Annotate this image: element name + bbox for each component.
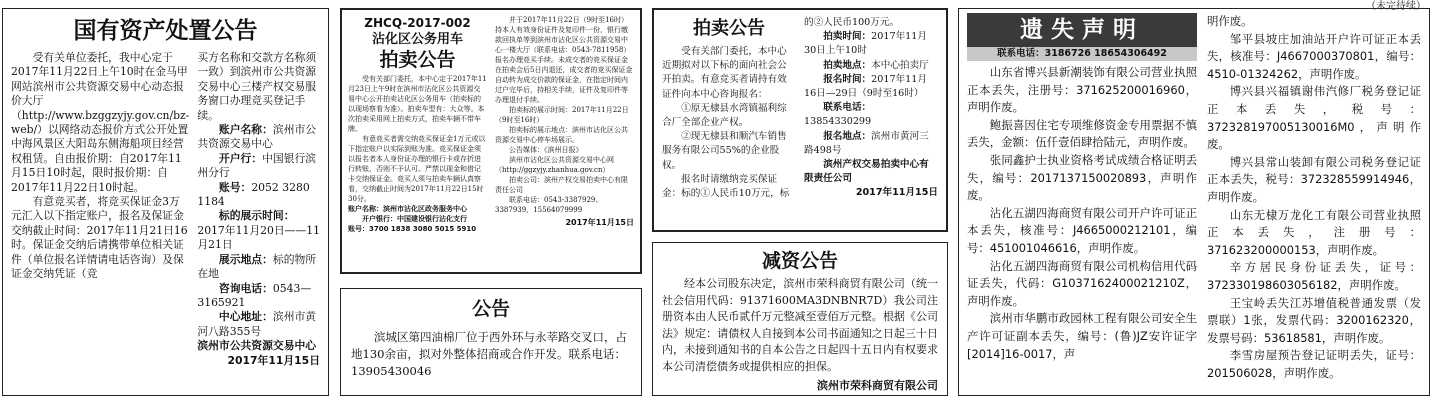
land-notice <box>340 288 642 396</box>
vehicle-account-name: 账户名称：滨州市沾化区政务服务中心 <box>348 205 467 213</box>
capital-notice-body: 经本公司股东决定，滨州市荣科商贸有限公司（统一社会信用代码：91371600MA3DNBNR7D）我公司注册资本由人民币贰仟万元整减至壹佰万元整。根据《公司法》规定：请债权人自接到本公司书面通知之日起三十日内，未接到通知书的自本公告之日起四十五日内有权要求本公司清偿债务或提供相应的担保。 <box>662 277 938 373</box>
label: 拍卖时间： <box>823 31 872 43</box>
equity-auction-time <box>804 30 938 58</box>
equity-registration-place <box>804 130 938 158</box>
vehicle-paragraph: 并于2017年11月22日（9时至16时）持本人有效身份证件及复印件一份，银行缴款回执单等到滨州市沾化区公共资源交易中心一楼大厅（联系电话：0543-7811958）报名办理竞买手续。未成交者的竞买保证金在拍卖会后5日内退还，成交者的竞买保证金自动转为成交价款的保证金，在指定时间内过户完毕后，持相关手续，证件及复印件等办理退付手续。 <box>495 16 633 104</box>
label: 中心地址： <box>218 310 273 324</box>
vehicle-date: 2017年11月15日 <box>565 218 634 227</box>
loss-columns <box>967 13 1421 391</box>
equity-notice-body <box>662 16 938 201</box>
equity-notice-title: 拍卖公告 <box>693 18 765 39</box>
asset-signer: 滨州市公共资源交易中心 <box>197 339 317 353</box>
equity-item: ①原无棣县水湾镇福利综合厂全部企业产权。 <box>662 102 787 129</box>
asset-buyer-note: 买方名称和交款方名称须一致）到滨州市公共资源交易中心三楼产权交易服务窗口办理竞买登记手续。 <box>197 51 317 122</box>
loss-contact: 联系电话：3186726 18654306492 <box>967 47 1197 61</box>
capital-signer: 滨州市荣科商贸有限公司 <box>817 379 938 392</box>
value: 滨州市黄河八路355号 <box>197 310 317 338</box>
asset-display-period <box>197 209 320 252</box>
loss-title: 遗失声明 <box>967 13 1197 47</box>
equity-paragraph: 受有关部门委托，本中心近期拟对以下标的面向社会公开拍卖。有意竞买者请持有效证件向本中心咨询报名： <box>662 46 787 100</box>
equity-auction-place <box>804 59 938 73</box>
asset-paragraph: 有意竞买者，将竞买保证金3万元汇入以下指定账户，报名及保证金交纳截止时间：2017年11月21日16时。保证金交纳后请携带单位相关证件（单位报名详情请电话咨询）及保证金交纳凭证（竞 <box>11 195 188 281</box>
vehicle-display-time: 拍卖标的展示时间：2017年11月22日（9时至16时） <box>495 106 629 124</box>
label: 咨询电话： <box>218 281 273 295</box>
asset-date: 2017年11月15日 <box>227 353 320 367</box>
label: 账户名称： <box>218 123 273 137</box>
equity-date: 2017年11月15日 <box>855 187 938 199</box>
asset-bank <box>197 152 320 181</box>
asset-disposal-notice <box>2 8 329 396</box>
value: 2017年11月20日——11月21日 <box>197 223 321 252</box>
equity-registration-time <box>804 73 938 101</box>
value: 滨州市黄河三路498号 <box>804 130 929 156</box>
vehicle-auction-company: 拍卖公司：滨州产权交易拍卖中心有限责任公司 <box>495 176 628 194</box>
value: 标的物所在地 <box>197 252 317 281</box>
loss-item: 辛方居民身份证丢失，证号：372330198603056182，声明作废。 <box>1207 260 1421 292</box>
value: 2052 3280 1184 <box>197 180 310 209</box>
loss-column-2 <box>1207 13 1421 391</box>
equity-deposit-cont: 的②人民币100万元。 <box>804 17 900 28</box>
loss-item: 博兴县兴福镇谢伟汽修厂税务登记证正本丢失，税号：372328197005130016M0，声明作废。 <box>1207 84 1421 152</box>
equity-signer: 滨州产权交易拍卖中心有限责任公司 <box>804 159 929 185</box>
vehicle-auction-notice <box>340 8 642 274</box>
loss-item: 邹平县坡庄加油站开户许可证正本丢失，核准号：J4667000370801，编号：4510-01324262，声明作废。 <box>1207 31 1421 81</box>
vehicle-paragraph: 受有关部门委托，本中心定于2017年11月23日上午9时在滨州市沾化区公共资源交易中心公开拍卖沾化区公务用车（拍卖标的以现场察看为准）。拍卖车型有：大众等。本次拍卖采用网上拍卖方式，拍卖车辆不带车牌。 <box>348 75 487 133</box>
loss-item: 李雪房屋预告登记证明丢失，证号：201506028，声明作废。 <box>1207 348 1421 380</box>
vehicle-bank: 开户银行：中国建设银行沾化支行 <box>362 215 467 223</box>
loss-item: 博兴县常山装卸有限公司税务登记证正本丢失，税号：372328559914946，声明作废。 <box>1207 154 1421 204</box>
loss-item-continued: 明作废。 <box>1207 14 1253 28</box>
label: 拍卖地点： <box>823 59 872 71</box>
value: 2017年11月30日上午10时 <box>804 31 927 57</box>
value: 本中心拍卖厅 <box>871 59 929 71</box>
vehicle-paragraph: 有意竞买者需交纳竞买保证金1万元或以下指定账户以实际到账为准。竞买保证金须以报名者本人身份证办理的银行卡或存折进行转账，否则不予认可。严禁以现金和借记卡交纳保证金。竞买人须与拍卖车辆认真察看，交纳截止时间为2017年11月22日15时30分。 <box>348 135 486 203</box>
label: 展示地点： <box>218 252 273 266</box>
loss-column-1 <box>967 13 1197 391</box>
label: 标的展示时间： <box>218 209 295 223</box>
asset-address <box>197 310 320 339</box>
land-notice-body: 滨城区第四油棉厂位于西外环与永莘路交叉口，占地130余亩，拟对外整体招商或合作开发。联系电话：13905430046 <box>351 330 627 378</box>
asset-account-name <box>197 123 320 152</box>
asset-paragraph: 受有关单位委托，我中心定于2017年11月22日上午10时在金马甲网站滨州市公共资源交易中心动态报价大厅（http://www.bzggzyjy.gov.cn/bz-web/）以网络动态报价方式公开处置中海风景区大阳岛东侧海船项目经营权租赁。自由报价期：自2017年11月15日10时起，限时报价期：自2017年11月22日10时起。 <box>11 51 190 194</box>
loss-item: 沾化五湖四海商贸有限公司开户许可证正本丢失，核准号：J4665000212101，编号：451001046616，声明作废。 <box>967 205 1197 255</box>
loss-item: 王宝岭丢失江苏增值税普通发票（发票联）1张，发票代码：3200162320，发票号码：53618581，声明作废。 <box>1207 295 1421 345</box>
asset-phone <box>197 282 320 311</box>
capital-reduction-notice <box>652 242 948 396</box>
vehicle-notice-body <box>348 15 634 234</box>
vehicle-display-place: 拍卖标的展示地点：滨州市沾化区公共资源交易中心停车场展示。 <box>495 126 628 144</box>
equity-item: ②现无棣县和顺汽车销售服务有限公司55%的企业股权。 <box>662 131 787 171</box>
equity-paragraph: 报名时请缴纳竞买保证金：标的①人民币10万元，标 <box>662 173 790 200</box>
label: 开户行： <box>218 151 263 165</box>
loss-item: 山东省博兴县新潮装饰有限公司营业执照正本丢失，注册号：371625200016960，声明作废。 <box>967 65 1197 115</box>
value: 滨州市公共资源交易中心 <box>197 123 317 151</box>
land-notice-title: 公告 <box>471 298 510 320</box>
label: 报名时间： <box>823 73 872 85</box>
label: 账号： <box>218 180 252 194</box>
value: 2017年11月16日—29日（9时至16时） <box>804 73 927 100</box>
value: 13854330299 <box>804 116 872 128</box>
asset-display-place <box>197 253 320 282</box>
vehicle-media: 公告媒体：《滨州日报》 <box>509 146 583 154</box>
asset-notice-title: 国有资产处置公告 <box>73 18 258 44</box>
loss-declarations <box>958 8 1430 396</box>
asset-notice-body <box>11 51 320 368</box>
label: 报名地点： <box>823 130 872 142</box>
loss-item: 山东无棣万龙化工有限公司营业执照正本丢失，注册号：371623200000153，声明作废。 <box>1207 207 1421 257</box>
vehicle-notice-code: ZHCQ-2017-002 <box>364 16 471 30</box>
vehicle-phone: 联系电话：0543-3387929、3387939、15564079999 <box>495 196 603 214</box>
vehicle-account-number: 账号：3700 1838 3080 5015 5910 <box>348 225 477 233</box>
equity-phone <box>804 101 938 129</box>
vehicle-notice-subtitle: 沾化区公务用车 <box>371 32 463 47</box>
value: 中国银行滨州分行 <box>197 151 317 180</box>
value: 0543—3165921 <box>197 281 312 309</box>
vehicle-website: 滨州市沾化区公共资源交易中心网（http://ggzyjy.zhanhua.gov.cn） <box>495 156 614 174</box>
asset-account-number <box>197 181 320 210</box>
loss-item: 张同鑫护士执业资格考试成绩合格证明丢失，编号：2017137150020893，声明作废。 <box>967 152 1197 203</box>
loss-item: 滨州市华鹏市政园林工程有限公司安全生产许可证副本丢失，编号：(鲁)JZ安许证字[2014]16-0017，声 <box>967 311 1197 361</box>
loss-item: 沾化五湖四海商贸有限公司机构信用代码证丢失，代码：G1037162400021210Z，声明作废。 <box>967 258 1197 308</box>
loss-item: 鲍振喜因住宅专项维修资金专用票据不慎丢失，金额：伍仟壹佰肆拾陆元，声明作废。 <box>967 117 1197 150</box>
label: 联系电话： <box>823 102 872 114</box>
continued-note: （未完待续） <box>1366 1 1426 12</box>
vehicle-notice-title: 拍卖公告 <box>379 49 456 71</box>
capital-notice-title: 减资公告 <box>761 250 838 272</box>
equity-auction-notice <box>652 8 948 232</box>
